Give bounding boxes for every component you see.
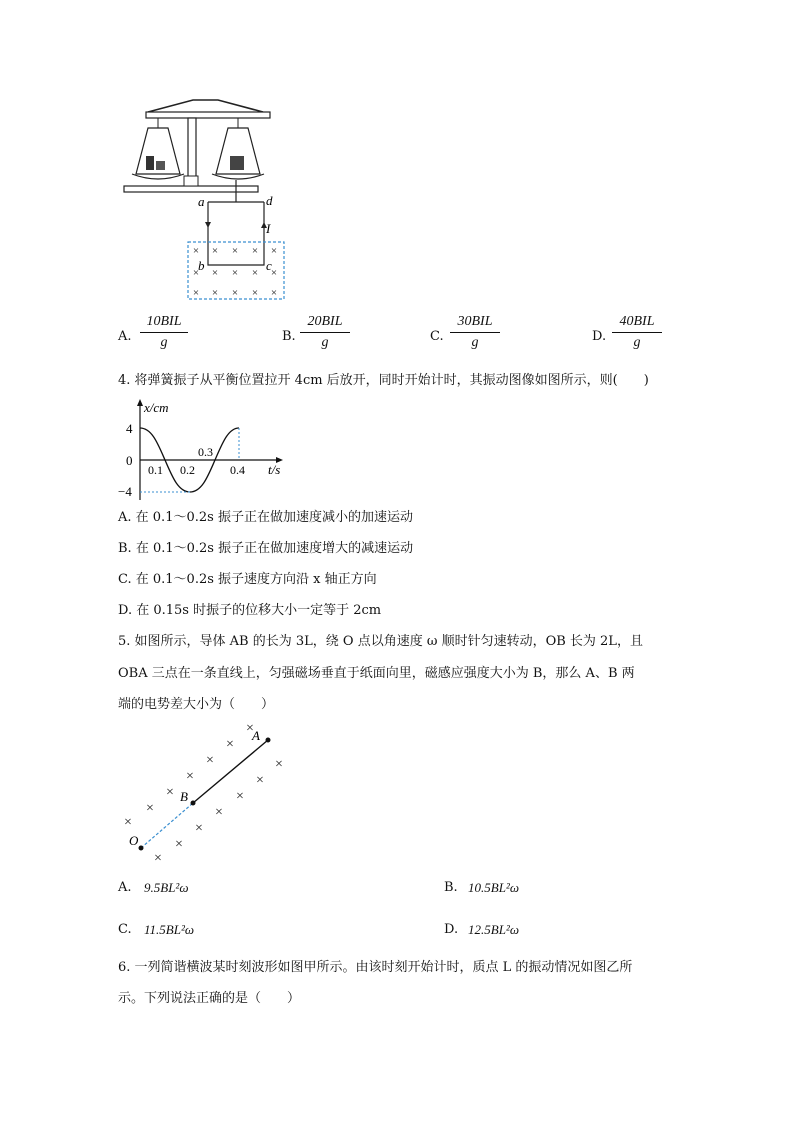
q4-oscillation-graph bbox=[118, 396, 298, 504]
balance-circuit-figure bbox=[118, 92, 298, 304]
q6-stem-line2: 示。下列说法正确的是（ ） bbox=[118, 991, 301, 1006]
tick-y-neg4: −4 bbox=[118, 484, 132, 499]
q3-option-d-fraction: 40BIL g bbox=[612, 314, 662, 351]
svg-text:×: × bbox=[256, 773, 264, 788]
svg-text:×: × bbox=[275, 757, 283, 772]
x-axis-label: t/s bbox=[268, 462, 281, 477]
svg-text:×: × bbox=[226, 737, 234, 752]
svg-text:×: × bbox=[166, 785, 174, 800]
q5-stem-line3: 端的电势差大小为（ ） bbox=[118, 697, 275, 712]
q3-option-a-fraction: 10BIL g bbox=[140, 314, 188, 351]
svg-text:×: × bbox=[231, 287, 239, 299]
svg-text:×: × bbox=[154, 851, 162, 866]
svg-text:×: × bbox=[251, 287, 259, 299]
q3-option-a-letter: A. bbox=[118, 329, 132, 344]
label-B: B bbox=[180, 789, 188, 804]
tick-x-03: 0.3 bbox=[198, 445, 213, 459]
q5-option-c-value: 11.5BL²ω bbox=[144, 922, 195, 937]
tick-y-4: 4 bbox=[126, 421, 133, 436]
q3-option-b-letter: B. bbox=[282, 329, 296, 344]
label-current-I: I bbox=[266, 221, 271, 236]
q5-option-b-value: 10.5BL²ω bbox=[468, 880, 519, 895]
svg-text:×: × bbox=[211, 267, 219, 279]
q5-option-a-value: 9.5BL²ω bbox=[144, 880, 189, 895]
q4-option-c: C. 在 0.1～0.2s 振子速度方向沿 x 轴正方向 bbox=[118, 572, 377, 587]
tick-x-02: 0.2 bbox=[180, 463, 195, 477]
label-O: O bbox=[129, 833, 139, 848]
svg-text:×: × bbox=[192, 287, 200, 299]
q5-option-d-letter: D. bbox=[444, 922, 459, 937]
q5-option-d-value: 12.5BL²ω bbox=[468, 922, 519, 937]
label-b: b bbox=[198, 258, 205, 273]
svg-text:×: × bbox=[186, 769, 194, 784]
y-axis-label: x/cm bbox=[144, 400, 169, 415]
q3-option-c-fraction: 30BIL g bbox=[450, 314, 500, 351]
label-c: c bbox=[266, 258, 272, 273]
svg-text:×: × bbox=[211, 287, 219, 299]
tick-x-01: 0.1 bbox=[148, 463, 163, 477]
svg-text:×: × bbox=[270, 287, 278, 299]
q3-option-b-fraction: 20BIL g bbox=[300, 314, 350, 351]
q6-stem-line1: 6. 一列简谐横波某时刻波形如图甲所示。由该时刻开始计时，质点 L 的振动情况如图乙所 bbox=[118, 960, 633, 975]
q4-option-b: B. 在 0.1～0.2s 振子正在做加速度增大的减速运动 bbox=[118, 541, 414, 556]
svg-text:×: × bbox=[231, 245, 239, 257]
svg-text:×: × bbox=[211, 245, 219, 257]
label-d: d bbox=[266, 193, 273, 208]
svg-text:×: × bbox=[195, 821, 203, 836]
svg-text:×: × bbox=[215, 805, 223, 820]
q4-option-d: D. 在 0.15s 时振子的位移大小一定等于 2cm bbox=[118, 603, 382, 618]
svg-text:×: × bbox=[231, 267, 239, 279]
svg-text:×: × bbox=[146, 801, 154, 816]
q4-option-a: A. 在 0.1～0.2s 振子正在做加速度减小的加速运动 bbox=[118, 510, 413, 525]
svg-text:×: × bbox=[251, 267, 259, 279]
q5-stem-line2: OBA 三点在一条直线上，匀强磁场垂直于纸面向里，磁感应强度大小为 B，那么 A、B 两 bbox=[118, 666, 635, 681]
svg-text:×: × bbox=[192, 245, 200, 257]
q5-option-b-letter: B. bbox=[444, 880, 458, 895]
svg-text:×: × bbox=[270, 245, 278, 257]
label-a: a bbox=[198, 194, 205, 209]
q3-option-c-letter: C. bbox=[430, 329, 444, 344]
svg-text:×: × bbox=[246, 721, 254, 736]
label-A: A bbox=[252, 728, 260, 743]
svg-text:×: × bbox=[251, 245, 259, 257]
svg-text:×: × bbox=[124, 815, 132, 830]
q5-option-c-letter: C. bbox=[118, 922, 132, 937]
svg-text:×: × bbox=[236, 789, 244, 804]
svg-text:×: × bbox=[270, 267, 278, 279]
q5-rotating-rod-figure bbox=[118, 718, 298, 866]
q4-stem: 4. 将弹簧振子从平衡位置拉开 4cm 后放开，同时开始计时，其振动图像如图所示，则( ) bbox=[118, 373, 649, 388]
svg-text:×: × bbox=[206, 753, 214, 768]
q5-option-a-letter: A. bbox=[118, 880, 132, 895]
svg-text:×: × bbox=[175, 837, 183, 852]
tick-y-0: 0 bbox=[126, 453, 133, 468]
tick-x-04: 0.4 bbox=[230, 463, 245, 477]
q3-option-d-letter: D. bbox=[592, 329, 607, 344]
q5-stem-line1: 5. 如图所示，导体 AB 的长为 3L，绕 O 点以角速度 ω 顺时针匀速转动，OB 长为 2L，且 bbox=[118, 634, 643, 649]
svg-text:×: × bbox=[192, 267, 200, 279]
